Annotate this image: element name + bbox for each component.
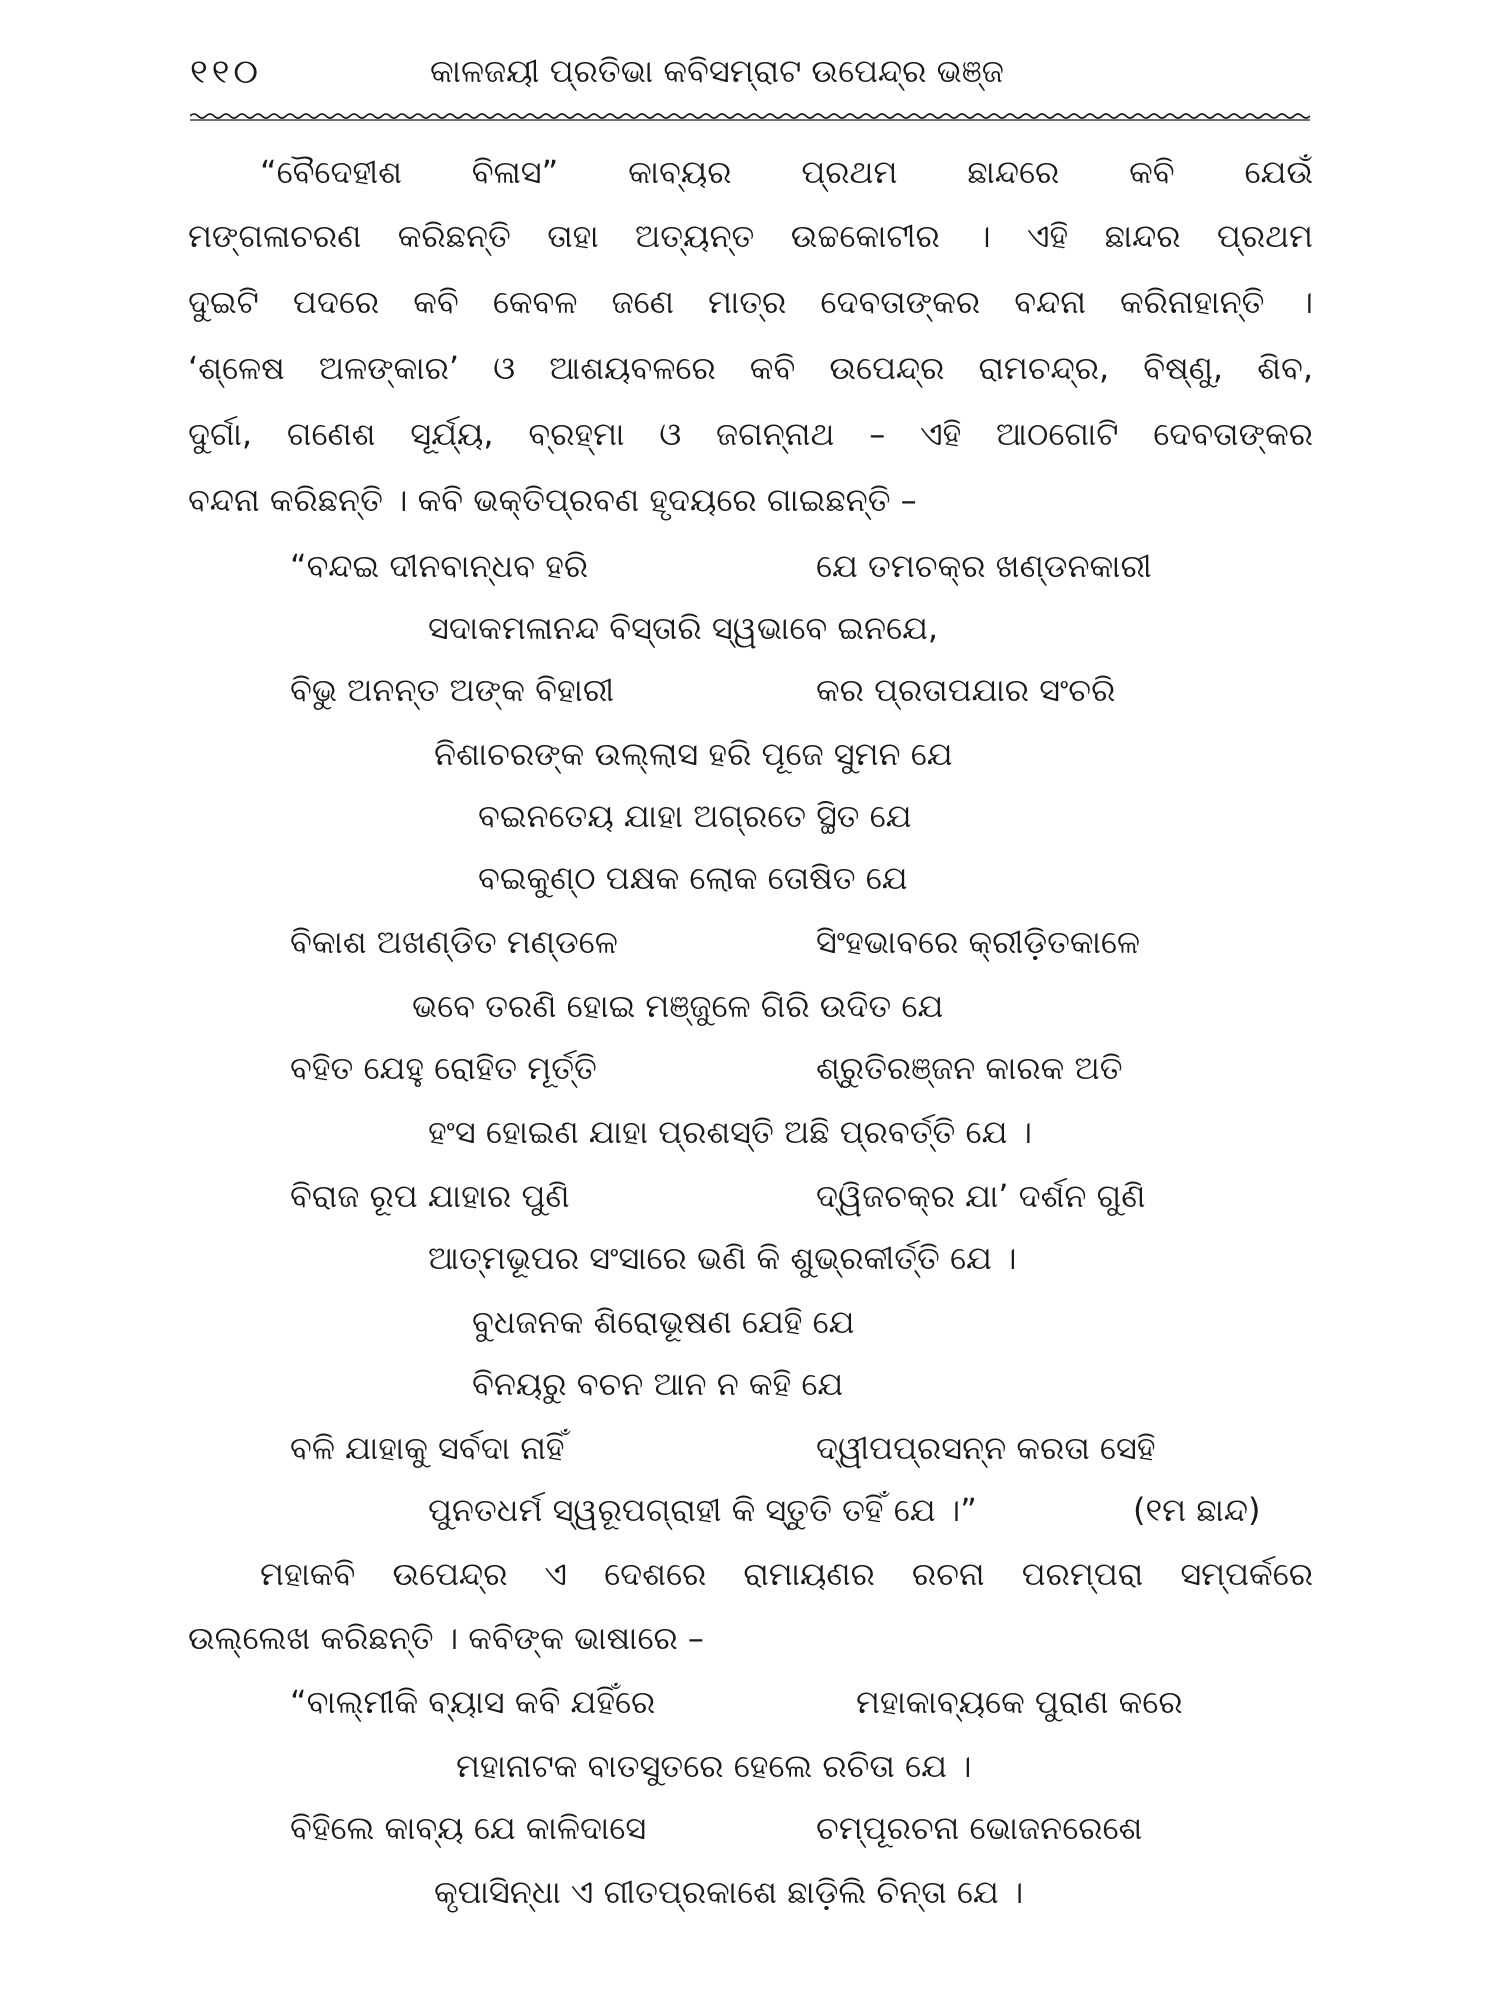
verse-line: “ବାଲ୍ମୀକି ବ୍ୟାସ କବି ଯହିଁରେ (290, 1683, 656, 1721)
paragraph-line: ଦୁଇଟି ପଦରେ କବି କେବଳ ଜଣେ ମାତ୍ର ଦେବତାଙ୍କର ବନ୍ଦନା କରିନାହାନ୍ତି । (188, 283, 1313, 321)
verse-line: ବଇନତେୟ ଯାହା ଅଗ୍ରତେ ସ୍ଥିତ ଯେ (478, 797, 912, 835)
paragraph-line: ମଙ୍ଗଳାଚରଣ କରିଛନ୍ତି ତାହା ଅତ୍ୟନ୍ତ ଉଚ୍ଚକୋଟୀର । ଏହି ଛାନ୍ଦର ପ୍ରଥମ (188, 217, 1313, 255)
verse-line: “ବନ୍ଦଇ ଦୀନବାନ୍ଧବ ହରି (290, 547, 589, 585)
verse-line: ବିକାଶ ଅଖଣ୍ଡିତ ମଣ୍ଡଳେ (290, 923, 618, 961)
header-wavy-rule (190, 112, 1310, 122)
verse-line: ବିନୟରୁ ବଚନ ଆନ ନ କହି ଯେ (472, 1365, 844, 1403)
paragraph-line: “ବୈଦେହୀଶ ବିଳାସ” କାବ୍ୟର ପ୍ରଥମ ଛାନ୍ଦରେ କବି ଯେଉଁ (260, 153, 1313, 191)
verse-line: ଯେ ତମଚକ୍ର ଖଣ୍ଡନକାରୀ (816, 547, 1152, 585)
verse-line: ଦ୍ୱିଜଚକ୍ର ଯା’ ଦର୍ଶନ ଗୁଣି (816, 1177, 1146, 1215)
verse-line: ହଂସ ହୋଇଣ ଯାହା ପ୍ରଶସ୍ତି ଅଛି ପ୍ରବର୍ତ୍ତି ଯେ । (428, 1113, 1033, 1151)
running-title: କାଳଜୟୀ ପ୍ରତିଭା କବିସମ୍ରାଟ ଉପେନ୍ଦ୍ର ଭଞ୍ଜ (430, 52, 1004, 90)
verse-line: ନିଶାଚରଙ୍କ ଉଲ୍ଲାସ ହରି ପୂଜେ ସୁମନ ଯେ (434, 735, 953, 773)
verse-line: ଦ୍ୱୀପପ୍ରସନ୍ନ କରତା ସେହି (816, 1429, 1156, 1467)
verse-line: ଆତ୍ମଭୂପର ସଂସାରେ ଭଣି କି ଶୁଭ୍ରକୀର୍ତ୍ତି ଯେ । (428, 1239, 1017, 1277)
verse-line: ବଇକୁଣ୍ଠ ପକ୍ଷକ ଲୋକ ତୋଷିତ ଯେ (478, 859, 908, 897)
verse-line: ମହାକାବ୍ୟକେ ପୁରାଣ କରେ (856, 1683, 1183, 1721)
verse-line: ପୁନତଧର୍ମ ସ୍ୱରୂପଗ୍ରାହୀ କି ସ୍ତୁତି ତହିଁ ଯେ ।” (428, 1491, 977, 1529)
verse-line: ବଳି ଯାହାକୁ ସର୍ବଦା ନାହିଁ (290, 1429, 565, 1467)
paragraph-line: ଉଲ୍ଲେଖ କରିଛନ୍ତି । କବିଙ୍କ ଭାଷାରେ – (188, 1619, 704, 1657)
verse-line: ଶ୍ରୁତିରଞ୍ଜନ କାରକ ଅତି (816, 1049, 1123, 1087)
verse-line: ଚମ୍ପୂରଚନା ଭୋଜନରେଶେ (816, 1809, 1143, 1847)
verse-line: ସିଂହଭାବରେ କ୍ରୀଡ଼ିତକାଳେ (816, 923, 1140, 961)
verse-line: ସଦାକମଳାନନ୍ଦ ବିସ୍ତାରି ସ୍ୱଭାବେ ଇନଯେ, (428, 609, 939, 647)
verse-line: କର ପ୍ରତାପଯାର ସଂଚରି (816, 671, 1116, 709)
page-number: ୧୧୦ (190, 52, 263, 92)
verse-line: ବୁଧଜନକ ଶିରୋଭୂଷଣ ଯେହି ଯେ (472, 1303, 855, 1341)
verse-line: ଭବେ ତରଣି ହୋଇ ମଞ୍ଜୁଳେ ଗିରି ଉଦିତ ଯେ (412, 987, 944, 1025)
paragraph-line: ବନ୍ଦନା କରିଛନ୍ତି । କବି ଭକ୍ତିପ୍ରବଣ ହୃଦୟରେ ଗାଇଛନ୍ତି – (188, 481, 917, 519)
paragraph-line: ମହାକବି ଉପେନ୍ଦ୍ର ଏ ଦେଶରେ ରାମାୟଣର ରଚନା ପରମ୍ପରା ସମ୍ପର୍କରେ (260, 1555, 1313, 1593)
paragraph-line: ‘ଶ୍ଳେଷ ଅଳଙ୍କାର’ ଓ ଆଶୟବଳରେ କବି ଉପେନ୍ଦ୍ର ରାମଚନ୍ଦ୍ର, ବିଷ୍ଣୁ, ଶିବ, (188, 349, 1313, 387)
verse-line: ମହାନାଟକ ବାତସୁତରେ ହେଲେ ରଚିତା ଯେ । (456, 1747, 972, 1785)
paragraph-line: ଦୁର୍ଗା, ଗଣେଶ ସୂର୍ଯ୍ୟ, ବ୍ରହ୍ମା ଓ ଜଗନ୍ନାଥ – ଏହି ଆଠଗୋଟି ଦେବତାଙ୍କର (188, 415, 1313, 453)
verse-line: କୃପାସିନ୍ଧା ଏ ଗୀତପ୍ରକାଶେ ଛାଡ଼ିଲି ଚିନ୍ତା ଯେ । (434, 1873, 1024, 1911)
verse-reference: (୧ମ ଛାନ୍ଦ) (1133, 1491, 1261, 1529)
page-header (190, 52, 1310, 112)
verse-line: ବିହିଲେ କାବ୍ୟ ଯେ କାଳିଦାସେ (290, 1809, 647, 1847)
verse-line: ବିଭୁ ଅନନ୍ତ ଅଙ୍କ ବିହାରୀ (290, 671, 615, 709)
verse-line: ବହିତ ଯେହୁ ରୋହିତ ମୂର୍ତ୍ତି (290, 1049, 597, 1087)
verse-line: ବିରାଜ ରୂପ ଯାହାର ପୁଣି (290, 1177, 570, 1215)
